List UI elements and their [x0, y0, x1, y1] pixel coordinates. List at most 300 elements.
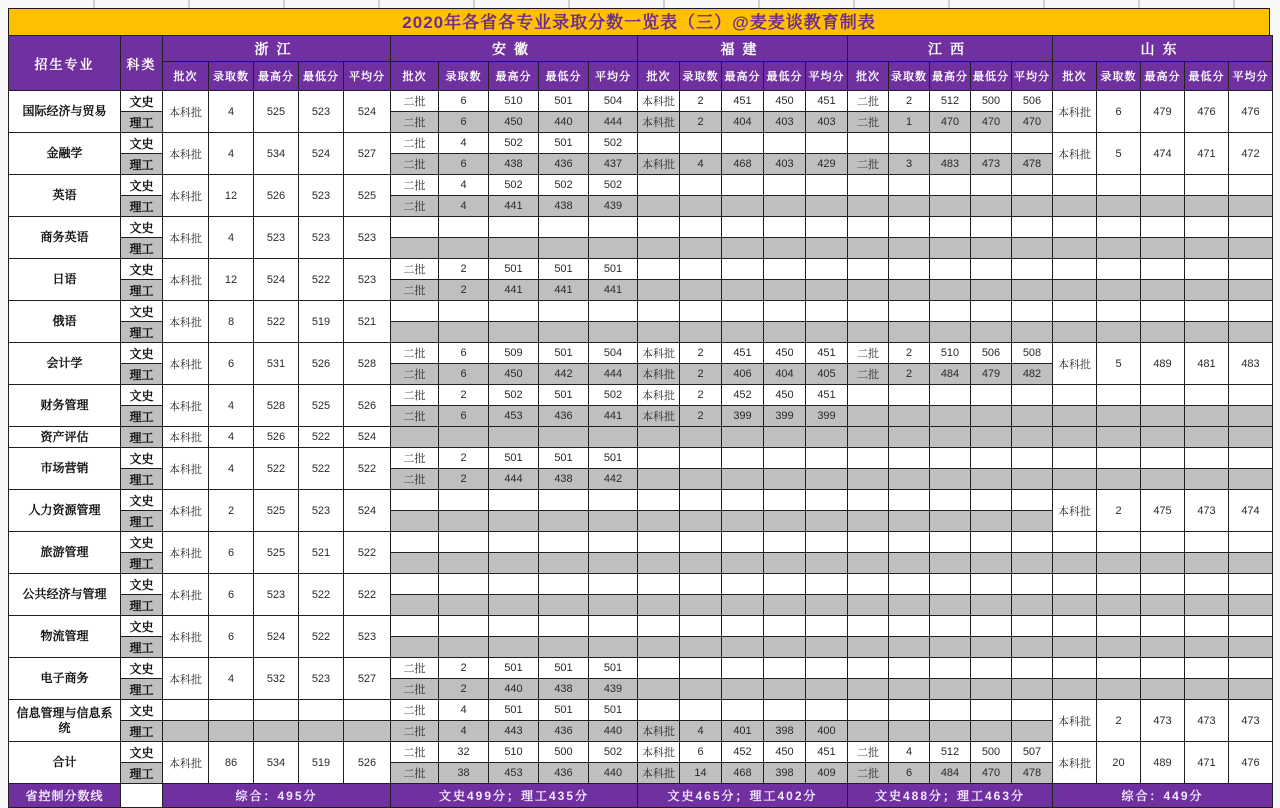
empty-cell — [1185, 322, 1229, 343]
empty-cell — [806, 490, 848, 511]
empty-cell — [638, 196, 680, 217]
empty-cell — [930, 427, 971, 448]
empty-cell — [589, 532, 638, 553]
empty-cell — [806, 196, 848, 217]
empty-cell — [722, 595, 764, 616]
empty-cell — [1012, 238, 1053, 259]
empty-cell — [848, 322, 889, 343]
empty-cell — [589, 427, 638, 448]
min-cell: 481 — [1185, 343, 1229, 385]
min-cell: 436 — [539, 406, 589, 427]
empty-cell — [806, 532, 848, 553]
category-cell: 文史 — [121, 259, 163, 280]
min-cell: 450 — [764, 742, 806, 763]
category-cell: 理工 — [121, 763, 163, 784]
empty-cell — [848, 721, 889, 742]
min-cell: 471 — [1185, 742, 1229, 784]
empty-cell — [971, 721, 1012, 742]
category-cell: 文史 — [121, 490, 163, 511]
min-cell: 519 — [299, 742, 344, 784]
min-cell: 450 — [764, 91, 806, 112]
min-cell: 473 — [1185, 700, 1229, 742]
empty-cell — [764, 469, 806, 490]
min-cell: 450 — [764, 343, 806, 364]
empty-cell — [848, 133, 889, 154]
empty-cell — [1012, 700, 1053, 721]
max-cell: 406 — [722, 364, 764, 385]
header-subcol: 批次 — [1053, 62, 1097, 91]
max-cell: 502 — [489, 385, 539, 406]
max-cell: 512 — [930, 91, 971, 112]
batch-cell: 二批 — [848, 112, 889, 133]
batch-cell: 本科批 — [638, 742, 680, 763]
empty-cell — [1012, 490, 1053, 511]
empty-cell — [722, 322, 764, 343]
category-cell: 文史 — [121, 133, 163, 154]
category-cell: 理工 — [121, 511, 163, 532]
empty-cell — [638, 238, 680, 259]
empty-cell — [722, 658, 764, 679]
empty-cell — [722, 511, 764, 532]
batch-cell: 本科批 — [638, 364, 680, 385]
empty-cell — [889, 427, 930, 448]
empty-cell — [1141, 616, 1185, 637]
header-subcol: 最低分 — [764, 62, 806, 91]
empty-cell — [764, 532, 806, 553]
header-subcol: 最低分 — [539, 62, 589, 91]
empty-cell — [589, 322, 638, 343]
empty-cell — [1185, 280, 1229, 301]
empty-cell — [638, 637, 680, 658]
empty-cell — [971, 196, 1012, 217]
count-cell: 4 — [439, 721, 489, 742]
cutoff-value-cell: 综合：449分 — [1053, 784, 1273, 808]
major-cell: 国际经济与贸易 — [9, 91, 121, 133]
empty-cell — [1053, 637, 1097, 658]
batch-cell: 本科批 — [1053, 343, 1097, 385]
empty-cell — [638, 511, 680, 532]
empty-cell — [1097, 679, 1141, 700]
empty-cell — [889, 301, 930, 322]
min-cell: 525 — [299, 385, 344, 427]
empty-cell — [1012, 469, 1053, 490]
major-cell: 信息管理与信息系统 — [9, 700, 121, 742]
header-subcol: 批次 — [848, 62, 889, 91]
max-cell: 474 — [1141, 133, 1185, 175]
batch-cell: 二批 — [391, 469, 439, 490]
category-cell: 文史 — [121, 91, 163, 112]
header-subcol: 最低分 — [971, 62, 1012, 91]
empty-cell — [1141, 385, 1185, 406]
empty-cell — [848, 385, 889, 406]
empty-cell — [391, 490, 439, 511]
batch-cell: 本科批 — [163, 616, 209, 658]
major-cell: 物流管理 — [9, 616, 121, 658]
empty-cell — [1012, 406, 1053, 427]
avg-cell: 476 — [1229, 91, 1273, 133]
batch-cell: 本科批 — [163, 259, 209, 301]
empty-cell — [589, 595, 638, 616]
empty-cell — [889, 406, 930, 427]
batch-cell: 本科批 — [163, 217, 209, 259]
avg-cell: 409 — [806, 763, 848, 784]
batch-cell: 本科批 — [163, 490, 209, 532]
empty-cell — [1053, 385, 1097, 406]
category-cell: 理工 — [121, 721, 163, 742]
empty-cell — [806, 553, 848, 574]
empty-cell — [1012, 427, 1053, 448]
min-cell: 502 — [539, 175, 589, 196]
category-cell: 理工 — [121, 469, 163, 490]
batch-cell: 本科批 — [163, 658, 209, 700]
empty-cell — [889, 322, 930, 343]
avg-cell: 501 — [589, 448, 638, 469]
avg-cell: 472 — [1229, 133, 1273, 175]
empty-cell — [971, 574, 1012, 595]
empty-cell — [589, 511, 638, 532]
empty-cell — [489, 595, 539, 616]
empty-cell — [930, 637, 971, 658]
empty-cell — [930, 280, 971, 301]
empty-cell — [806, 133, 848, 154]
empty-cell — [680, 301, 722, 322]
empty-cell — [930, 469, 971, 490]
min-cell: 501 — [539, 658, 589, 679]
empty-cell — [1229, 448, 1273, 469]
empty-cell — [848, 196, 889, 217]
empty-cell — [889, 700, 930, 721]
category-cell: 文史 — [121, 742, 163, 763]
count-cell: 20 — [1097, 742, 1141, 784]
category-cell: 文史 — [121, 616, 163, 637]
avg-cell: 504 — [589, 91, 638, 112]
empty-cell — [889, 175, 930, 196]
avg-cell: 400 — [806, 721, 848, 742]
empty-cell — [680, 427, 722, 448]
empty-cell — [764, 700, 806, 721]
avg-cell: 482 — [1012, 364, 1053, 385]
empty-cell — [1185, 259, 1229, 280]
empty-cell — [722, 700, 764, 721]
category-cell: 文史 — [121, 658, 163, 679]
empty-cell — [638, 658, 680, 679]
empty-cell — [764, 196, 806, 217]
header-subcol: 平均分 — [1012, 62, 1053, 91]
empty-cell — [1141, 196, 1185, 217]
empty-cell — [1053, 406, 1097, 427]
min-cell: 473 — [1185, 490, 1229, 532]
empty-cell — [889, 616, 930, 637]
empty-cell — [848, 280, 889, 301]
empty-cell — [930, 301, 971, 322]
empty-cell — [539, 595, 589, 616]
empty-cell — [1141, 448, 1185, 469]
batch-cell: 二批 — [848, 91, 889, 112]
min-cell: 519 — [299, 301, 344, 343]
empty-cell — [1012, 532, 1053, 553]
empty-cell — [848, 595, 889, 616]
max-cell: 452 — [722, 385, 764, 406]
empty-cell — [489, 238, 539, 259]
empty-cell — [971, 385, 1012, 406]
empty-cell — [638, 616, 680, 637]
empty-cell — [930, 385, 971, 406]
max-cell: 440 — [489, 679, 539, 700]
header-subcol: 录取数 — [439, 62, 489, 91]
count-cell: 12 — [209, 259, 254, 301]
empty-cell — [889, 553, 930, 574]
min-cell: 522 — [299, 448, 344, 490]
max-cell: 512 — [930, 742, 971, 763]
empty-cell — [1185, 532, 1229, 553]
header-subcol: 平均分 — [589, 62, 638, 91]
avg-cell: 441 — [589, 280, 638, 301]
min-cell: 526 — [299, 343, 344, 385]
empty-cell — [1185, 616, 1229, 637]
avg-cell: 501 — [589, 658, 638, 679]
empty-cell — [971, 490, 1012, 511]
header-subcol: 录取数 — [889, 62, 930, 91]
empty-cell — [722, 175, 764, 196]
category-cell: 理工 — [121, 364, 163, 385]
empty-cell — [589, 490, 638, 511]
max-cell: 453 — [489, 406, 539, 427]
count-cell: 2 — [680, 406, 722, 427]
empty-cell — [391, 574, 439, 595]
empty-cell — [1053, 532, 1097, 553]
max-cell: 470 — [930, 112, 971, 133]
empty-cell — [1012, 721, 1053, 742]
batch-cell: 二批 — [391, 364, 439, 385]
empty-cell — [1097, 238, 1141, 259]
category-cell: 理工 — [121, 154, 163, 175]
empty-cell — [930, 238, 971, 259]
empty-cell — [848, 238, 889, 259]
empty-cell — [1229, 637, 1273, 658]
category-cell: 文史 — [121, 448, 163, 469]
empty-cell — [806, 658, 848, 679]
empty-cell — [806, 217, 848, 238]
max-cell: 443 — [489, 721, 539, 742]
empty-cell — [489, 427, 539, 448]
count-cell: 4 — [209, 133, 254, 175]
empty-cell — [1141, 301, 1185, 322]
empty-cell — [489, 490, 539, 511]
batch-cell: 二批 — [848, 343, 889, 364]
min-cell: 500 — [971, 742, 1012, 763]
empty-cell — [1185, 679, 1229, 700]
max-cell: 534 — [254, 742, 299, 784]
empty-cell — [1229, 658, 1273, 679]
min-cell: 523 — [299, 658, 344, 700]
empty-cell — [806, 238, 848, 259]
header-province: 浙江 — [163, 36, 391, 62]
empty-cell — [764, 511, 806, 532]
header-subcol: 批次 — [638, 62, 680, 91]
empty-cell — [680, 133, 722, 154]
empty-cell — [971, 238, 1012, 259]
empty-cell — [1185, 217, 1229, 238]
empty-cell — [1097, 427, 1141, 448]
batch-cell: 二批 — [391, 343, 439, 364]
avg-cell: 444 — [589, 364, 638, 385]
avg-cell: 508 — [1012, 343, 1053, 364]
empty-cell — [722, 616, 764, 637]
min-cell: 450 — [764, 385, 806, 406]
empty-cell — [1141, 469, 1185, 490]
empty-cell — [1185, 196, 1229, 217]
empty-cell — [848, 175, 889, 196]
empty-cell — [1097, 532, 1141, 553]
header-subcol: 最低分 — [299, 62, 344, 91]
empty-cell — [722, 574, 764, 595]
batch-cell: 二批 — [391, 658, 439, 679]
empty-cell — [930, 616, 971, 637]
avg-cell: 451 — [806, 385, 848, 406]
avg-cell: 526 — [344, 385, 391, 427]
empty-cell — [806, 574, 848, 595]
empty-cell — [764, 448, 806, 469]
empty-cell — [638, 574, 680, 595]
avg-cell: 528 — [344, 343, 391, 385]
empty-cell — [1141, 217, 1185, 238]
empty-cell — [680, 511, 722, 532]
empty-cell — [971, 700, 1012, 721]
empty-cell — [1185, 574, 1229, 595]
batch-cell: 本科批 — [1053, 133, 1097, 175]
category-cell: 理工 — [121, 595, 163, 616]
empty-cell — [539, 637, 589, 658]
empty-cell — [391, 511, 439, 532]
empty-cell — [539, 427, 589, 448]
empty-cell — [344, 700, 391, 721]
empty-cell — [930, 196, 971, 217]
empty-cell — [391, 322, 439, 343]
batch-cell: 本科批 — [1053, 91, 1097, 133]
empty-cell — [889, 448, 930, 469]
max-cell: 523 — [254, 574, 299, 616]
empty-cell — [1012, 280, 1053, 301]
max-cell: 510 — [930, 343, 971, 364]
header-subcol: 平均分 — [344, 62, 391, 91]
batch-cell: 二批 — [391, 679, 439, 700]
empty-cell — [680, 280, 722, 301]
empty-cell — [1229, 385, 1273, 406]
empty-cell — [848, 700, 889, 721]
empty-cell — [1012, 217, 1053, 238]
header-subcol: 录取数 — [680, 62, 722, 91]
empty-cell — [391, 553, 439, 574]
empty-cell — [848, 490, 889, 511]
table-title: 2020年各省各专业录取分数一览表（三）@麦麦谈教育制表 — [8, 8, 1270, 35]
empty-cell — [1141, 553, 1185, 574]
empty-cell — [1185, 595, 1229, 616]
count-cell: 6 — [209, 574, 254, 616]
empty-cell — [1229, 406, 1273, 427]
min-cell: 473 — [971, 154, 1012, 175]
batch-cell: 本科批 — [163, 301, 209, 343]
empty-cell — [722, 490, 764, 511]
empty-cell — [848, 553, 889, 574]
empty-cell — [299, 721, 344, 742]
empty-cell — [1053, 616, 1097, 637]
avg-cell: 506 — [1012, 91, 1053, 112]
min-cell: 500 — [971, 91, 1012, 112]
empty-cell — [1229, 196, 1273, 217]
header-category: 科类 — [121, 36, 163, 91]
min-cell: 398 — [764, 763, 806, 784]
max-cell: 502 — [489, 133, 539, 154]
avg-cell: 439 — [589, 679, 638, 700]
min-cell: 436 — [539, 721, 589, 742]
empty-cell — [764, 301, 806, 322]
major-cell: 电子商务 — [9, 658, 121, 700]
empty-cell — [1229, 322, 1273, 343]
header-subcol: 最高分 — [1141, 62, 1185, 91]
min-cell: 522 — [299, 427, 344, 448]
empty-cell — [1141, 322, 1185, 343]
empty-cell — [930, 658, 971, 679]
min-cell: 522 — [299, 616, 344, 658]
count-cell: 6 — [439, 91, 489, 112]
empty-cell — [889, 238, 930, 259]
empty-cell — [1185, 385, 1229, 406]
empty-cell — [848, 406, 889, 427]
batch-cell: 二批 — [391, 196, 439, 217]
empty-cell — [439, 637, 489, 658]
empty-cell — [889, 637, 930, 658]
header-major: 招生专业 — [9, 36, 121, 91]
empty-cell — [680, 658, 722, 679]
empty-cell — [1053, 196, 1097, 217]
empty-cell — [1012, 301, 1053, 322]
empty-cell — [930, 217, 971, 238]
avg-cell: 523 — [344, 259, 391, 301]
empty-cell — [1229, 679, 1273, 700]
empty-cell — [1141, 175, 1185, 196]
empty-cell — [764, 238, 806, 259]
count-cell: 86 — [209, 742, 254, 784]
batch-cell: 本科批 — [638, 112, 680, 133]
max-cell: 453 — [489, 763, 539, 784]
empty-cell — [638, 280, 680, 301]
major-cell: 人力资源管理 — [9, 490, 121, 532]
empty-cell — [539, 574, 589, 595]
empty-cell — [680, 616, 722, 637]
header-subcol: 最低分 — [1185, 62, 1229, 91]
empty-cell — [1012, 658, 1053, 679]
empty-cell — [439, 553, 489, 574]
header-province: 福建 — [638, 36, 848, 62]
empty-cell — [806, 616, 848, 637]
empty-cell — [764, 595, 806, 616]
category-cell: 理工 — [121, 553, 163, 574]
empty-cell — [930, 406, 971, 427]
empty-cell — [930, 721, 971, 742]
empty-cell — [589, 238, 638, 259]
empty-cell — [1185, 301, 1229, 322]
empty-cell — [1012, 574, 1053, 595]
empty-cell — [680, 217, 722, 238]
empty-cell — [489, 574, 539, 595]
max-cell: 452 — [722, 742, 764, 763]
empty-cell — [1229, 616, 1273, 637]
min-cell: 403 — [764, 154, 806, 175]
empty-cell — [806, 511, 848, 532]
empty-cell — [299, 700, 344, 721]
empty-cell — [1097, 658, 1141, 679]
empty-cell — [1053, 280, 1097, 301]
